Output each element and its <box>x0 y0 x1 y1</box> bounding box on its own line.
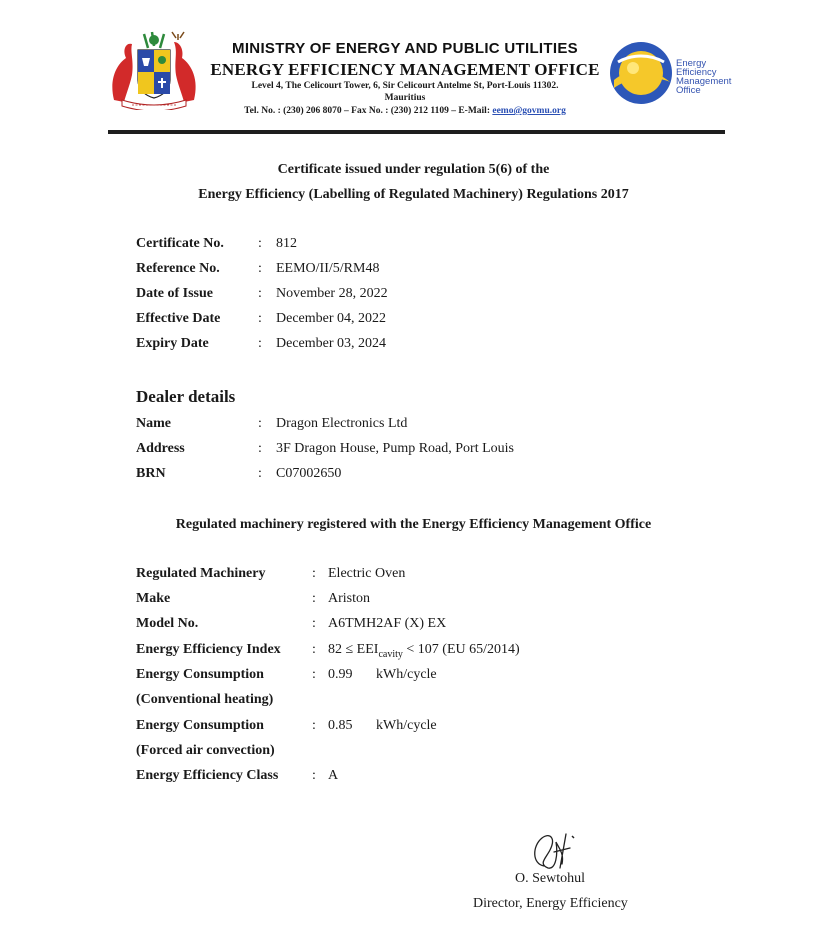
eei-prefix: 82 ≤ EEI <box>328 642 379 657</box>
eei-suffix: < 107 (EU 65/2014) <box>402 642 520 657</box>
field-label: Certificate No. <box>136 236 224 251</box>
effective-date: December 04, 2022 <box>276 311 387 326</box>
field-label: Energy Consumption <box>136 718 264 733</box>
field-label: Name <box>136 416 171 431</box>
field-label: Address <box>136 441 185 456</box>
field-colon: : <box>258 466 262 481</box>
consumption-unit: kWh/cycle <box>376 667 437 682</box>
email-link[interactable]: eemo@govmu.org <box>492 106 566 116</box>
contact-line <box>205 106 605 116</box>
field-label: Reference No. <box>136 261 220 276</box>
expiry-date: December 03, 2024 <box>276 336 387 351</box>
field-label: Expiry Date <box>136 336 209 351</box>
signatory-title: Director, Energy Efficiency <box>473 896 628 911</box>
field-label: Make <box>136 591 171 606</box>
field-colon: : <box>258 336 262 351</box>
field-label: Energy Efficiency Class <box>136 768 279 783</box>
field-label: BRN <box>136 466 166 481</box>
field-label: Model No. <box>136 616 199 631</box>
field-sublabel: (Forced air convection) <box>136 743 275 758</box>
field-label: Regulated Machinery <box>136 566 266 581</box>
office-address: Level 4, The Celicourt Tower, 6, Sir Celicourt Antelme St, Port-Louis 11302. <box>251 81 559 91</box>
field-colon: : <box>258 311 262 326</box>
model-number: A6TMH2AF (X) EX <box>328 616 447 631</box>
office-name: ENERGY EFFICIENCY MANAGEMENT OFFICE <box>210 60 600 79</box>
field-colon: : <box>258 236 262 251</box>
eei-subscript: cavity <box>378 649 403 660</box>
field-colon: : <box>312 768 316 783</box>
certificate-title-line2: Energy Efficiency (Labelling of Regulated Machinery) Regulations 2017 <box>198 187 629 202</box>
logo-word: Office <box>676 85 701 96</box>
dealer-brn: C07002650 <box>276 466 342 481</box>
machinery-type: Electric Oven <box>328 566 406 581</box>
consumption-conventional-value: 0.99 <box>328 667 353 682</box>
field-label: Date of Issue <box>136 286 213 301</box>
logo-word: Energy <box>676 58 707 69</box>
make-value: Ariston <box>328 591 370 606</box>
eemo-logo-icon <box>608 40 674 106</box>
logo-word: Management <box>676 76 732 87</box>
field-colon: : <box>258 261 262 276</box>
eemo-logo-text <box>676 59 731 95</box>
dealer-details-heading: Dealer details <box>136 387 236 406</box>
regulated-machinery-heading: Regulated machinery registered with the Energy Efficiency Management Office <box>175 517 652 532</box>
certificate-number: 812 <box>276 236 297 251</box>
field-label: Energy Consumption <box>136 667 264 682</box>
office-country: Mauritius <box>384 93 426 103</box>
signature-icon <box>526 824 586 874</box>
efficiency-class-value: A <box>328 768 339 783</box>
consumption-unit: kWh/cycle <box>376 718 437 733</box>
logo-word: Efficiency <box>676 67 717 78</box>
consumption-forced-value: 0.85 <box>328 718 353 733</box>
reference-number: EEMO/II/5/RM48 <box>276 261 380 276</box>
eei-value <box>328 642 520 660</box>
dealer-address: 3F Dragon House, Pump Road, Port Louis <box>276 441 514 456</box>
field-sublabel: (Conventional heating) <box>136 692 274 707</box>
field-colon: : <box>312 566 316 581</box>
field-label: Energy Efficiency Index <box>136 642 281 657</box>
field-colon: : <box>312 718 316 733</box>
contact-numbers: Tel. No. : (230) 206 8070 – Fax No. : (230) 212 1109 – E-Mail: <box>244 106 493 116</box>
field-colon: : <box>312 667 316 682</box>
ministry-name: MINISTRY OF ENERGY AND PUBLIC UTILITIES <box>232 40 578 57</box>
signatory-name: O. Sewtohul <box>515 871 585 886</box>
field-colon: : <box>312 591 316 606</box>
dealer-name: Dragon Electronics Ltd <box>276 416 408 431</box>
header-divider <box>108 130 725 134</box>
field-colon: : <box>312 616 316 631</box>
field-colon: : <box>312 642 316 657</box>
field-colon: : <box>258 286 262 301</box>
date-of-issue: November 28, 2022 <box>276 286 388 301</box>
field-colon: : <box>258 441 262 456</box>
coat-of-arms-icon <box>104 30 204 110</box>
field-label: Effective Date <box>136 311 221 326</box>
field-colon: : <box>258 416 262 431</box>
certificate-title-line1: Certificate issued under regulation 5(6) of the <box>277 162 550 177</box>
